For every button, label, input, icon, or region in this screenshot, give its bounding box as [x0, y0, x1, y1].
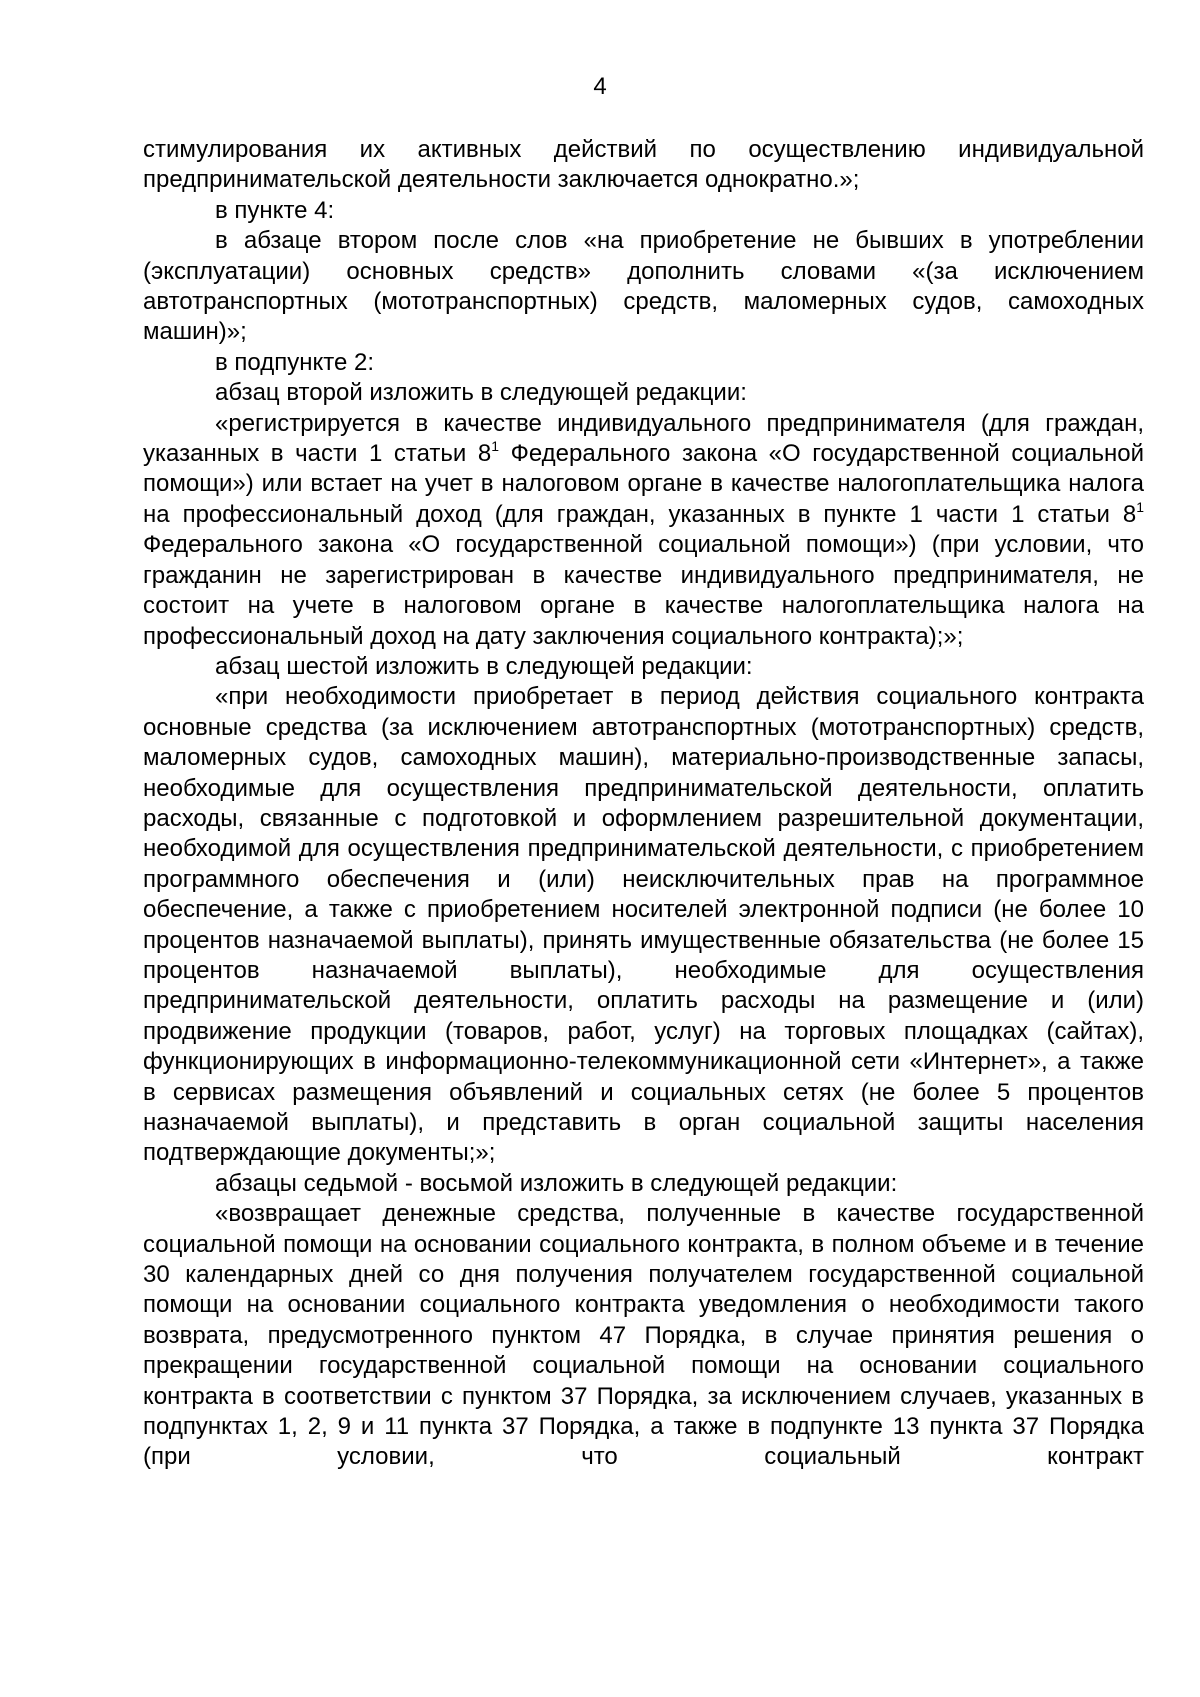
- paragraph-continuation: стимулирования их активных действий по осуществлению индивидуальной предпринимательской деятельности заключается однократно.»;: [143, 136, 1144, 194]
- page-number: 4: [593, 73, 607, 100]
- paragraph-registration-clause: [143, 409, 1144, 652]
- paragraph-acquisition-clause: «при необходимости приобретает в период действия социального контракта основные средства (за исключением автотранспортных (мототранспортных) средств, маломерных судов, самоходных машин), материально-производственные запасы, необходимые для осуществления предпринимательской деятельности, оплатить расходы, связанные с подготовкой и оформлением разрешительной документации, необходимой для осуществления предпринимательской деятельности, с приобретением программного обеспечения и (или) неисключительных прав на программное обеспечение, а также с приобретением носителей электронной подписи (не более 10 процентов назначаемой выплаты), принять имущественные обязательства (не более 15 процентов назначаемой выплаты), необходимые для осуществления предпринимательской деятельности, оплатить расходы на размещение и (или) продвижение продукции (товаров, работ, услуг) на торговых площадках (сайтах), функционирующих в информационно-телекоммуникационной сети «Интернет», а также в сервисах размещения объявлений и социальных сетях (не более 5 процентов назначаемой выплаты), и представить в орган социальной защиты населения подтверждающие документы;»;: [143, 683, 1144, 1167]
- paragraph-abzac-seventh-eighth-heading: абзацы седьмой - восьмой изложить в следующей редакции:: [215, 1169, 898, 1197]
- document-body: [143, 135, 1144, 1473]
- paragraph-refund-clause: «возвращает денежные средства, полученные в качестве государственной социальной помощи на основании социального контракта, в полном объеме и в течение 30 календарных дней со дня получения получателем государственной социальной помощи на основании социального контракта уведомления о необходимости такого возврата, предусмотренного пунктом 47 Порядка, в случае принятия решения о прекращении государственной социальной помощи на основании социального контракта в соответствии с пунктом 37 Порядка, за исключением случаев, указанных в подпунктах 1, 2, 9 и 11 пункта 37 Порядка, а также в подпункте 13 пункта 37 Порядка (при условии, что социальный контракт: [143, 1200, 1144, 1471]
- paragraph-point-4: в пункте 4:: [215, 196, 335, 224]
- paragraph-abzac-second-heading: абзац второй изложить в следующей редакции:: [215, 379, 747, 407]
- registration-text-part-3: Федерального закона «О государственной социальной помощи») (при условии, что гражданин не зарегистрирован в качестве индивидуального предпринимателя, не состоит на учете в налоговом органе в качестве налогоплательщика налога на профессиональный доход на дату заключения социального контракта);»;: [143, 531, 1144, 650]
- registration-text-part-1: «регистрируется в качестве индивидуального предпринимателя (для граждан, указанных в части 1 статьи 8: [143, 409, 1144, 468]
- paragraph-second-abzac-amendment: в абзаце втором после слов «на приобретение не бывших в употреблении (эксплуатации) основных средств» дополнить словами «(за исключением автотранспортных (мототранспортных) средств, маломерных судов, самоходных машин)»;: [143, 227, 1144, 346]
- paragraph-abzac-sixth-heading: абзац шестой изложить в следующей редакции:: [215, 652, 753, 680]
- registration-text-part-2: Федерального закона «О государственной социальной помощи») или встает на учет в налоговом органе в качестве налогоплательщика налога на профессиональный доход (для граждан, указанных в пункте 1 части 1 статьи 8: [143, 440, 1144, 528]
- superscript-article-number: 1: [491, 438, 500, 455]
- paragraph-subpoint-2: в подпункте 2:: [215, 348, 375, 376]
- superscript-article-number: 1: [1136, 498, 1144, 515]
